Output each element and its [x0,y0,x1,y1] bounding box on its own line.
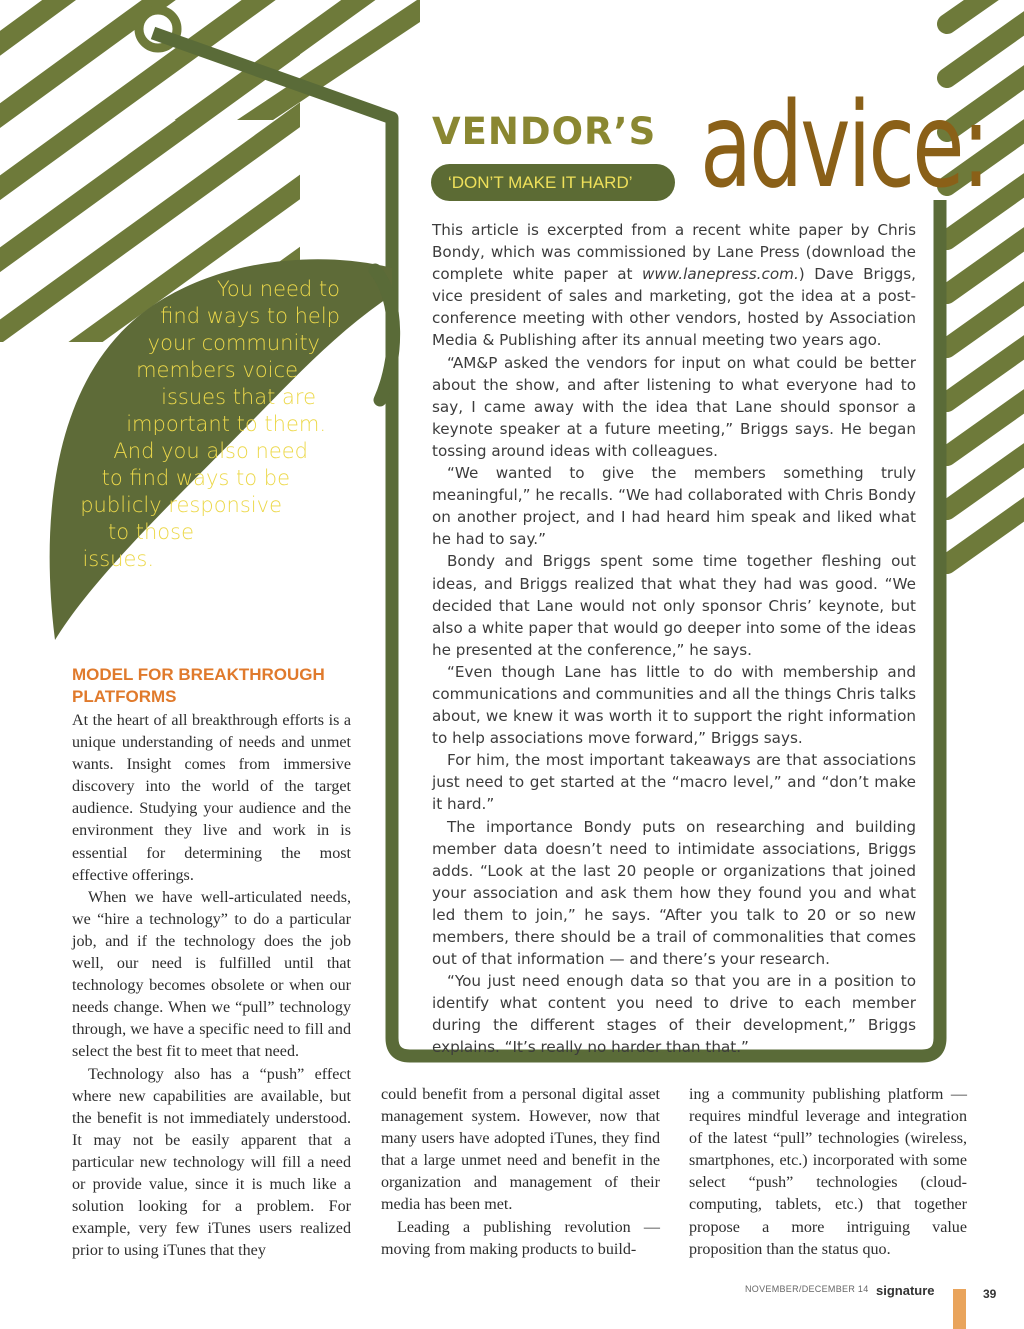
pull-quote-line: to find ways to be [101,466,290,490]
subtitle-pill: ‘DON’T MAKE IT HARD’ [431,164,675,201]
sidebar-paragraph: “Even though Lane has little to do with membership and communications and communities and all the things Chris talks about, we knew it was worth it to support the right information to help associations move forward,” Briggs says. [432,662,916,748]
body-paragraph: Technology also has a “push” effect where new capabilities are available, but the benefit is not immediately understood. It may not be easily apparent that a particular new technology will fill a need or provide value, since it is much like a solution looking for a problem. For example, very few iTunes users realized prior to using iTunes that they [72,1065,351,1260]
title-advice: advice: [700,76,988,214]
page-tab [953,1289,966,1329]
website-link[interactable]: www.lanepress.com. [642,265,799,284]
sidebar-intro: This article is excerpted from a recent white paper by Chris Bondy, which was commissioned by Lane Press (download the complete white paper at www.lanepress.com.) Dave Briggs, vice president of sales and marketing, got the idea at a post-conference meeting with other vendors, hosted by Association Media & Publishing after its annual meeting two years ago. [432,221,916,350]
pull-quote-line: important to them. [126,412,326,436]
pull-quote [60,276,360,573]
pull-quote-line: members voice [136,358,298,382]
page-number: 39 [983,1287,997,1301]
pull-quote-line: issues. [82,547,154,571]
sidebar-paragraph: “We wanted to give the members something truly meaningful,” he recalls. “We had collaborated with Chris Bondy on another project, and I had heard him speak and liked what he had to say.” [432,464,916,549]
body-column-1 [72,710,351,1262]
issue-date: NOVEMBER/DECEMBER 14 [745,1284,869,1294]
sidebar-paragraph: “You just need enough data so that you are in a position to identify what content you need to drive to each member during the different stages of their development,” Briggs explains. “It’s really no harder than that.” [432,972,916,1057]
pull-quote-line: publicly responsive [80,493,282,517]
pull-quote-line: to those [107,520,194,544]
body-paragraph: At the heart of all breakthrough efforts is a unique understanding of needs and unmet wants. Insight comes from immersive discovery into the world of the target audience. Studying your audience and the environment they live and work in is essential for determining the most effective offerings. [72,712,351,884]
sidebar-paragraph: “AM&P asked the vendors for input on what could be better about the show, and after listening to what everyone had to say, I came away with the idea that Lane should sponsor a keynote speaker at a future meeting,” Briggs says. He began tossing around ideas with colleagues. [432,353,916,460]
sidebar-paragraph: Bondy and Briggs spent some time together fleshing out ideas, and Briggs realized that what they had was good. “We decided that Lane would not only sponsor Chris’ keynote, but also a white paper that would go deeper into some of the ideas he presented at the conference,” he says. [432,552,916,659]
body-column-2 [381,1084,660,1261]
body-paragraph: could benefit from a personal digital asset management system. However, now that many users have adopted iTunes, they find that a large unmet need and benefit in the organization and management of their media has been met. [381,1086,660,1214]
pull-quote-line: issues that are [161,385,316,409]
sidebar-paragraph: For him, the most important takeaways are that associations just need to get started at the “macro level,” and “don’t make it hard.” [432,751,916,814]
body-column-3 [689,1084,967,1261]
body-paragraph: ing a community publishing platform — requires mindful leverage and integration of the latest “pull” technologies (wireless, smartphones, etc.) incorporated with some select “push” technologies (cloud-computing, tablets, etc.) that together propose a more intriguing value proposition than the status quo. [689,1086,967,1258]
sidebar-article [432,219,916,1059]
section-heading: MODEL FOR BREAKTHROUGH PLATFORMS [72,665,325,706]
publication-name: signature [876,1283,935,1298]
sidebar-paragraph: The importance Bondy puts on researching and building member data doesn’t need to intimidate associations, Briggs adds. “Look at the last 20 people or organizations that joined your association and ask them how they found you and what led them to join,” he says. “After you talk to 20 or so new members, there should be a trail of commonalities that comes out of that information — and there’s your research. [432,817,916,969]
pull-quote-line: And you also need [113,439,308,463]
pull-quote-line: You need to [216,277,340,301]
title-vendors: VENDOR’S [432,110,657,153]
pull-quote-line: your community [147,331,320,355]
body-paragraph: Leading a publishing revolution — moving from making products to build- [381,1218,660,1258]
pull-quote-line: find ways to help [160,304,340,328]
body-paragraph: When we have well-articulated needs, we “hire a technology” to do a particular job, and if the technology does the job well, our need is fulfilled until that technology becomes obsolete or when our needs change. When we “pull” technology through, we have a specific need to fill and select the best fit to meet that need. [72,888,351,1061]
